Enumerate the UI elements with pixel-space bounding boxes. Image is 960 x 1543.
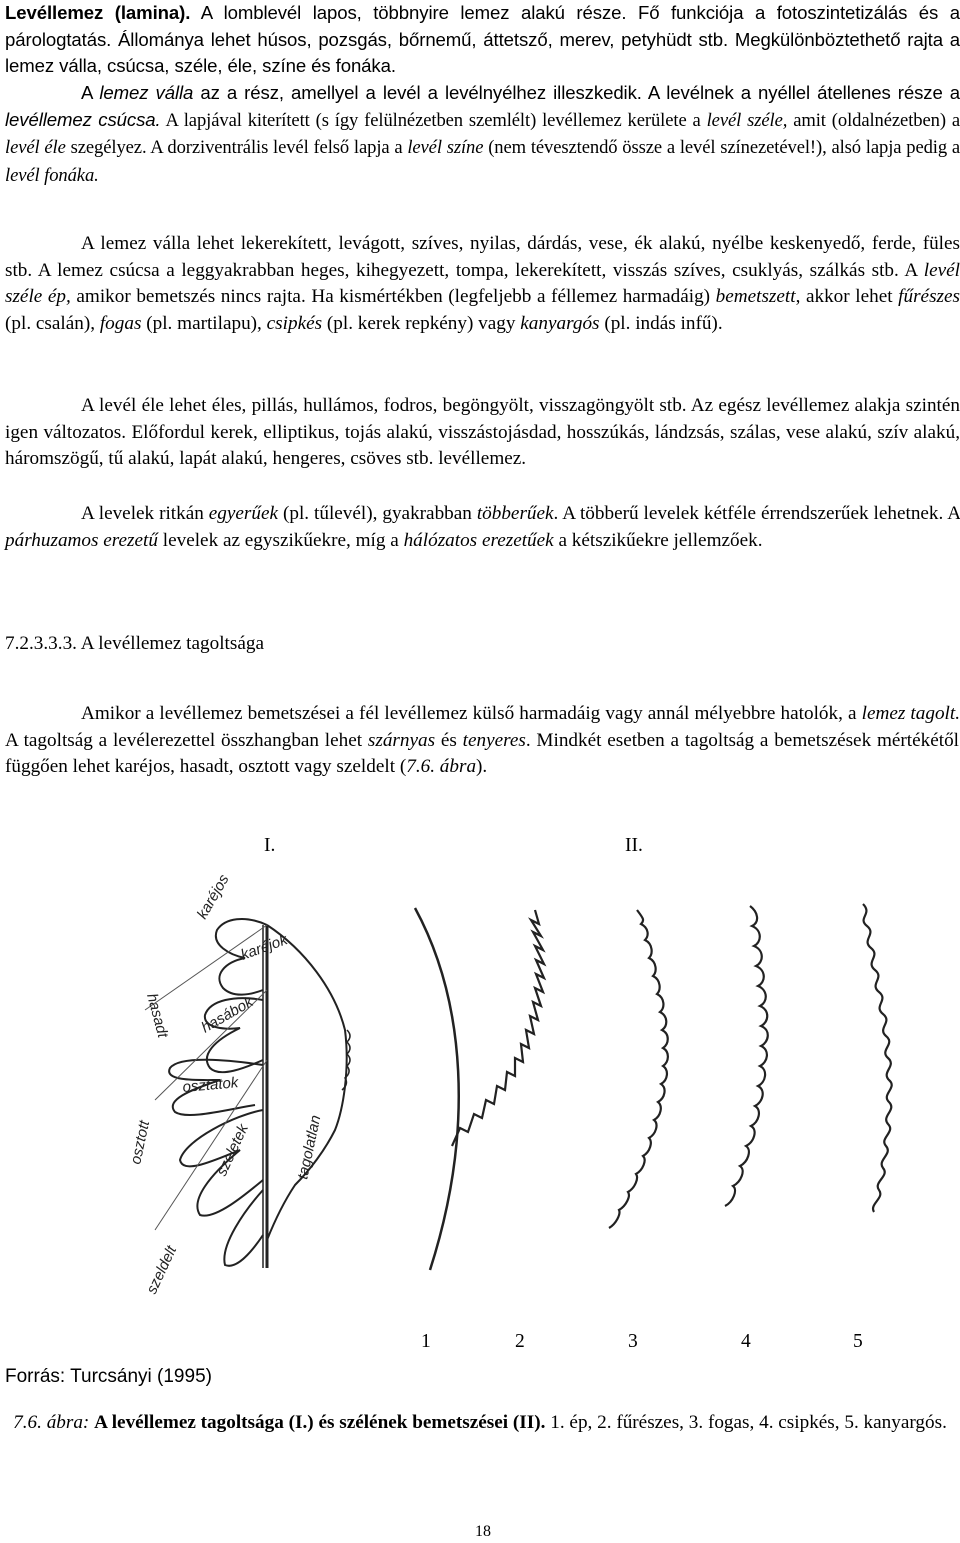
- edge-number-2: 2: [515, 1331, 525, 1352]
- edge-number-4: 4: [741, 1331, 751, 1352]
- margin-incisions: [417, 904, 892, 1270]
- edge-3-dentate: [609, 910, 668, 1228]
- figure-caption: [5, 1409, 955, 1437]
- annotation-tagolatlan: tagolatlan: [294, 1113, 325, 1181]
- annotation-osztatok: osztatok: [181, 1074, 240, 1096]
- paragraph-venation: A levelek ritkán egyerűek (pl. tűlevél), gyakrabban többerűek. A többerű levelek kétféle érrendszerűek lehetnek. A párhuzamos erezetű levelek az egyszikűekre, míg a hálózatos erezetűek a kétszikűekre jellemzőek.: [5, 503, 960, 551]
- edge-number-3: 3: [628, 1331, 638, 1352]
- annotation-hasadt: hasadt: [143, 991, 172, 1040]
- paragraph-leaf-base-tip-margin: A lemez válla lehet lekerekített, levágott, szíves, nyilas, dárdás, vese, ék alakú, nyélbe keskenyedő, ferde, füles stb. A lemez csúcsa a leggyakrabban heges, kihegyezett, tompa, lekerekített, visszás szíves, csuklyás, szálkás stb. A levél széle ép, amikor bemetszés nincs rajta. Ha kismértékben (legfeljebb a féllemez harmadáig) bemetszett, akkor lehet fűrészes (pl. csalán), fogas (pl. martilapu), csipkés (pl. kerek repkény) vagy kanyargós (pl. indás infű).: [5, 233, 960, 334]
- term-csucsa: levéllemez csúcsa.: [5, 108, 161, 130]
- term-lemez-valla: lemez válla: [99, 82, 194, 103]
- figure-label-II: II.: [625, 835, 643, 856]
- section-heading: 7.2.3.3.3. A levéllemez tagoltsága: [5, 633, 264, 654]
- edge-5-sinuate: [863, 904, 892, 1212]
- figure-source: Forrás: Turcsányi (1995): [5, 1366, 212, 1387]
- figure-label-I: I.: [264, 835, 276, 856]
- dissection-annotations: [127, 871, 324, 1296]
- edge-number-5: 5: [853, 1331, 863, 1352]
- annotation-osztott: osztott: [127, 1119, 154, 1166]
- term-lamina: Levéllemez (lamina).: [5, 2, 191, 23]
- annotation-karejok: karéjok: [238, 931, 290, 964]
- caption-title: A levéllemez tagoltsága (I.) és szélének bemetszései (II).: [94, 1412, 546, 1433]
- edge-1-entire: [417, 908, 453, 1270]
- caption-rest: 1. ép, 2. fűrészes, 3. fogas, 4. csipkés, 5. kanyargós.: [545, 1412, 947, 1433]
- edge-number-1: 1: [421, 1331, 431, 1352]
- edge-4-crenate: [725, 906, 768, 1206]
- leaf-dissection-figure: [5, 0, 955, 1330]
- outer-arc: [415, 908, 459, 1270]
- paragraph-lamina-text: A lomblevél lapos, többnyire lemez alakú része. Fő funkciója a fotoszintetizálás és a párologtatás. Állománya lehet húsos, pozsgás, bőrnemű, áttetsző, merev, petyhüdt stb. Megkülönböztethető rajta a lemez válla, csúcsa, széle, éle, színe és fonáka.: [5, 2, 960, 77]
- annotation-szeletek: szeletek: [213, 1121, 252, 1179]
- annotation-karejos: karéjos: [193, 871, 233, 922]
- caption-label: 7.6. ábra:: [13, 1412, 90, 1433]
- edge-2-serrate: [452, 910, 544, 1146]
- paragraph-leaf-edge-shape: A levél éle lehet éles, pillás, hullámos, fodros, begöngyölt, visszagöngyölt stb. Az egész levéllemez alakja szintén igen változatos. Előfordul kerek, elliptikus, tojás alakú, visszástojásdad, hosszúkás, lándzsás, szálas, vese alakú, szív alakú, háromszögű, tű alakú, lapát alakú, hengeres, csöves stb. levéllemez.: [5, 395, 960, 470]
- paragraph-lamina-parts: A lemez válla az a rész, amellyel a levél a levélnyélhez illeszkedik. A levélnek a nyéllel átellenes része a levéllemez csúcsa. A lapjával kiterített (s így felülnézetben szemlélt) levéllemez kerülete a levél széle, amit (oldalnézetben) a levél éle szegélyez. A dorziventrális levél felső lapja a levél színe (nem tévesztendő össze a levél színezetével!), alsó lapja pedig a levél fonáka.: [5, 82, 960, 186]
- page-number: 18: [475, 1523, 491, 1540]
- undivided-edge: [267, 925, 347, 1240]
- annotation-szeldelt: szeldelt: [143, 1243, 181, 1297]
- paragraph-dissection: Amikor a levéllemez bemetszései a fél levéllemez külső harmadáig vagy annál mélyebbre hatolók, a lemez tagolt. A tagoltság a levélerezettel összhangban lehet szárnyas és tenyeres. Mindkét esetben a tagoltság a bemetszések mértékétől függően lehet karéjos, hasadt, osztott vagy szeldelt (7.6. ábra).: [5, 703, 960, 778]
- annotation-hasabok: hasábok: [198, 993, 257, 1037]
